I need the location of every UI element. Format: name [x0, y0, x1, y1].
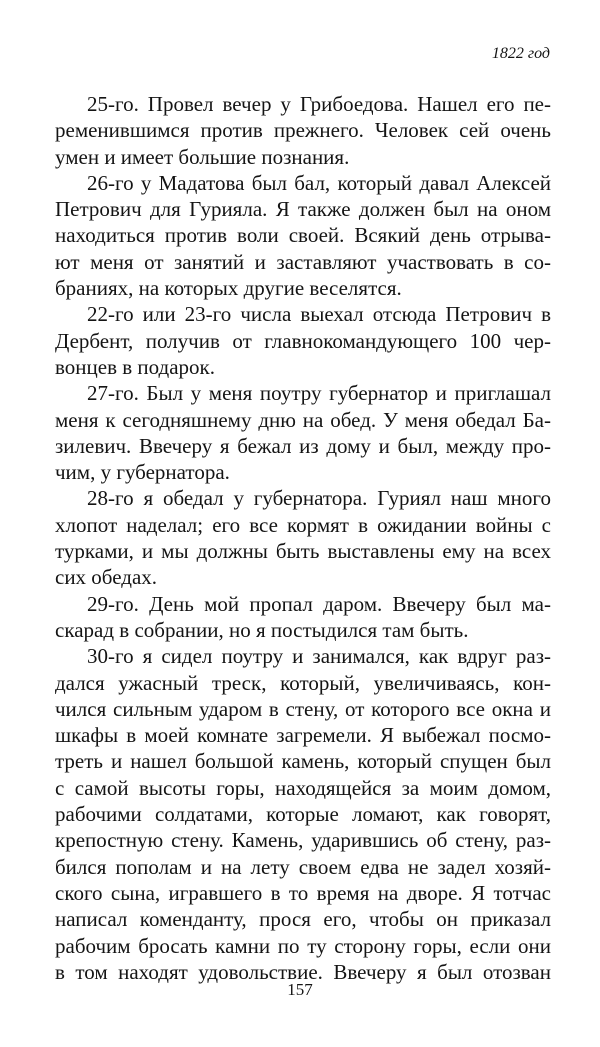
diary-text — [55, 91, 551, 985]
text-line: 30-го я сидел поутру и занимался, как вдруг раз- — [87, 644, 551, 669]
text-line: вонцев в подарок. — [55, 354, 215, 379]
text-line: в том находят удовольствие. Ввечеру я был отозван — [55, 959, 551, 984]
text-line: 28-го я обедал у губернатора. Гуриял наш много — [87, 486, 551, 511]
text-line: треть и нашел большой камень, который спущен был — [55, 749, 551, 774]
text-line: рабочими солдатами, которые ломают, как говорят, — [55, 802, 551, 827]
text-line: дался ужасный треск, который, увеличиваясь, кон- — [55, 670, 551, 695]
text-line: 26-го у Мадатова был бал, который давал Алексей — [87, 170, 551, 195]
text-line: зилевич. Ввечеру я бежал из дому и был, между про- — [55, 433, 551, 458]
text-line: Петрович для Гурияла. Я также должен был на оном — [55, 197, 551, 222]
text-line: шкафы в моей комнате загремели. Я выбежал посмо- — [55, 723, 551, 748]
text-line: умен и имеет большие познания. — [55, 144, 350, 169]
text-line: меня к сегодняшнему дню на обед. У меня обедал Ба- — [55, 407, 551, 432]
text-line: 27-го. Был у меня поутру губернатор и приглашал — [87, 381, 551, 406]
running-head: 1822 год — [491, 45, 550, 62]
text-line: 22-го или 23-го числа выехал отсюда Петрович в — [87, 302, 551, 327]
text-line: с самой высоты горы, находящейся за моим домом, — [55, 775, 551, 800]
text-line: бился пополам и на лету своем едва не задел хозяй- — [55, 854, 551, 879]
text-line: ского сына, игравшего в то время на дворе. Я тотчас — [55, 880, 551, 905]
text-line: чился сильным ударом в стену, от которого все окна и — [55, 696, 551, 721]
text-line: хлопот наделал; его все кормят в ожидании войны с — [55, 512, 551, 537]
text-line: чим, у губернатора. — [55, 460, 230, 485]
text-line: браниях, на которых другие веселятся. — [55, 276, 402, 301]
text-line: Дербент, получив от главнокомандующего 100 чер- — [55, 328, 551, 353]
text-line: написал коменданту, прося его, чтобы он приказал — [55, 907, 551, 932]
text-line: сих обедах. — [55, 565, 158, 590]
text-line: турками, и мы должны быть выставлены ему на всех — [55, 539, 551, 564]
text-line: 25-го. Провел вечер у Грибоедова. Нашел его пе- — [87, 92, 551, 116]
text-line: ют меня от занятий и заставляют участвовать в со- — [55, 249, 551, 274]
text-line: скарад в собрании, но я постыдился там быть. — [55, 617, 469, 642]
text-line: рабочим бросать камни по ту сторону горы, если они — [55, 933, 551, 958]
page-number: 157 — [287, 980, 313, 999]
text-line: находиться против воли своей. Всякий день отрыва- — [55, 223, 551, 248]
text-line: 29-го. День мой пропал даром. Ввечеру был ма- — [87, 591, 551, 616]
text-line: крепостную стену. Камень, ударившись об стену, раз- — [55, 828, 551, 853]
text-line: ременившимся против прежнего. Человек сей очень — [55, 118, 551, 143]
